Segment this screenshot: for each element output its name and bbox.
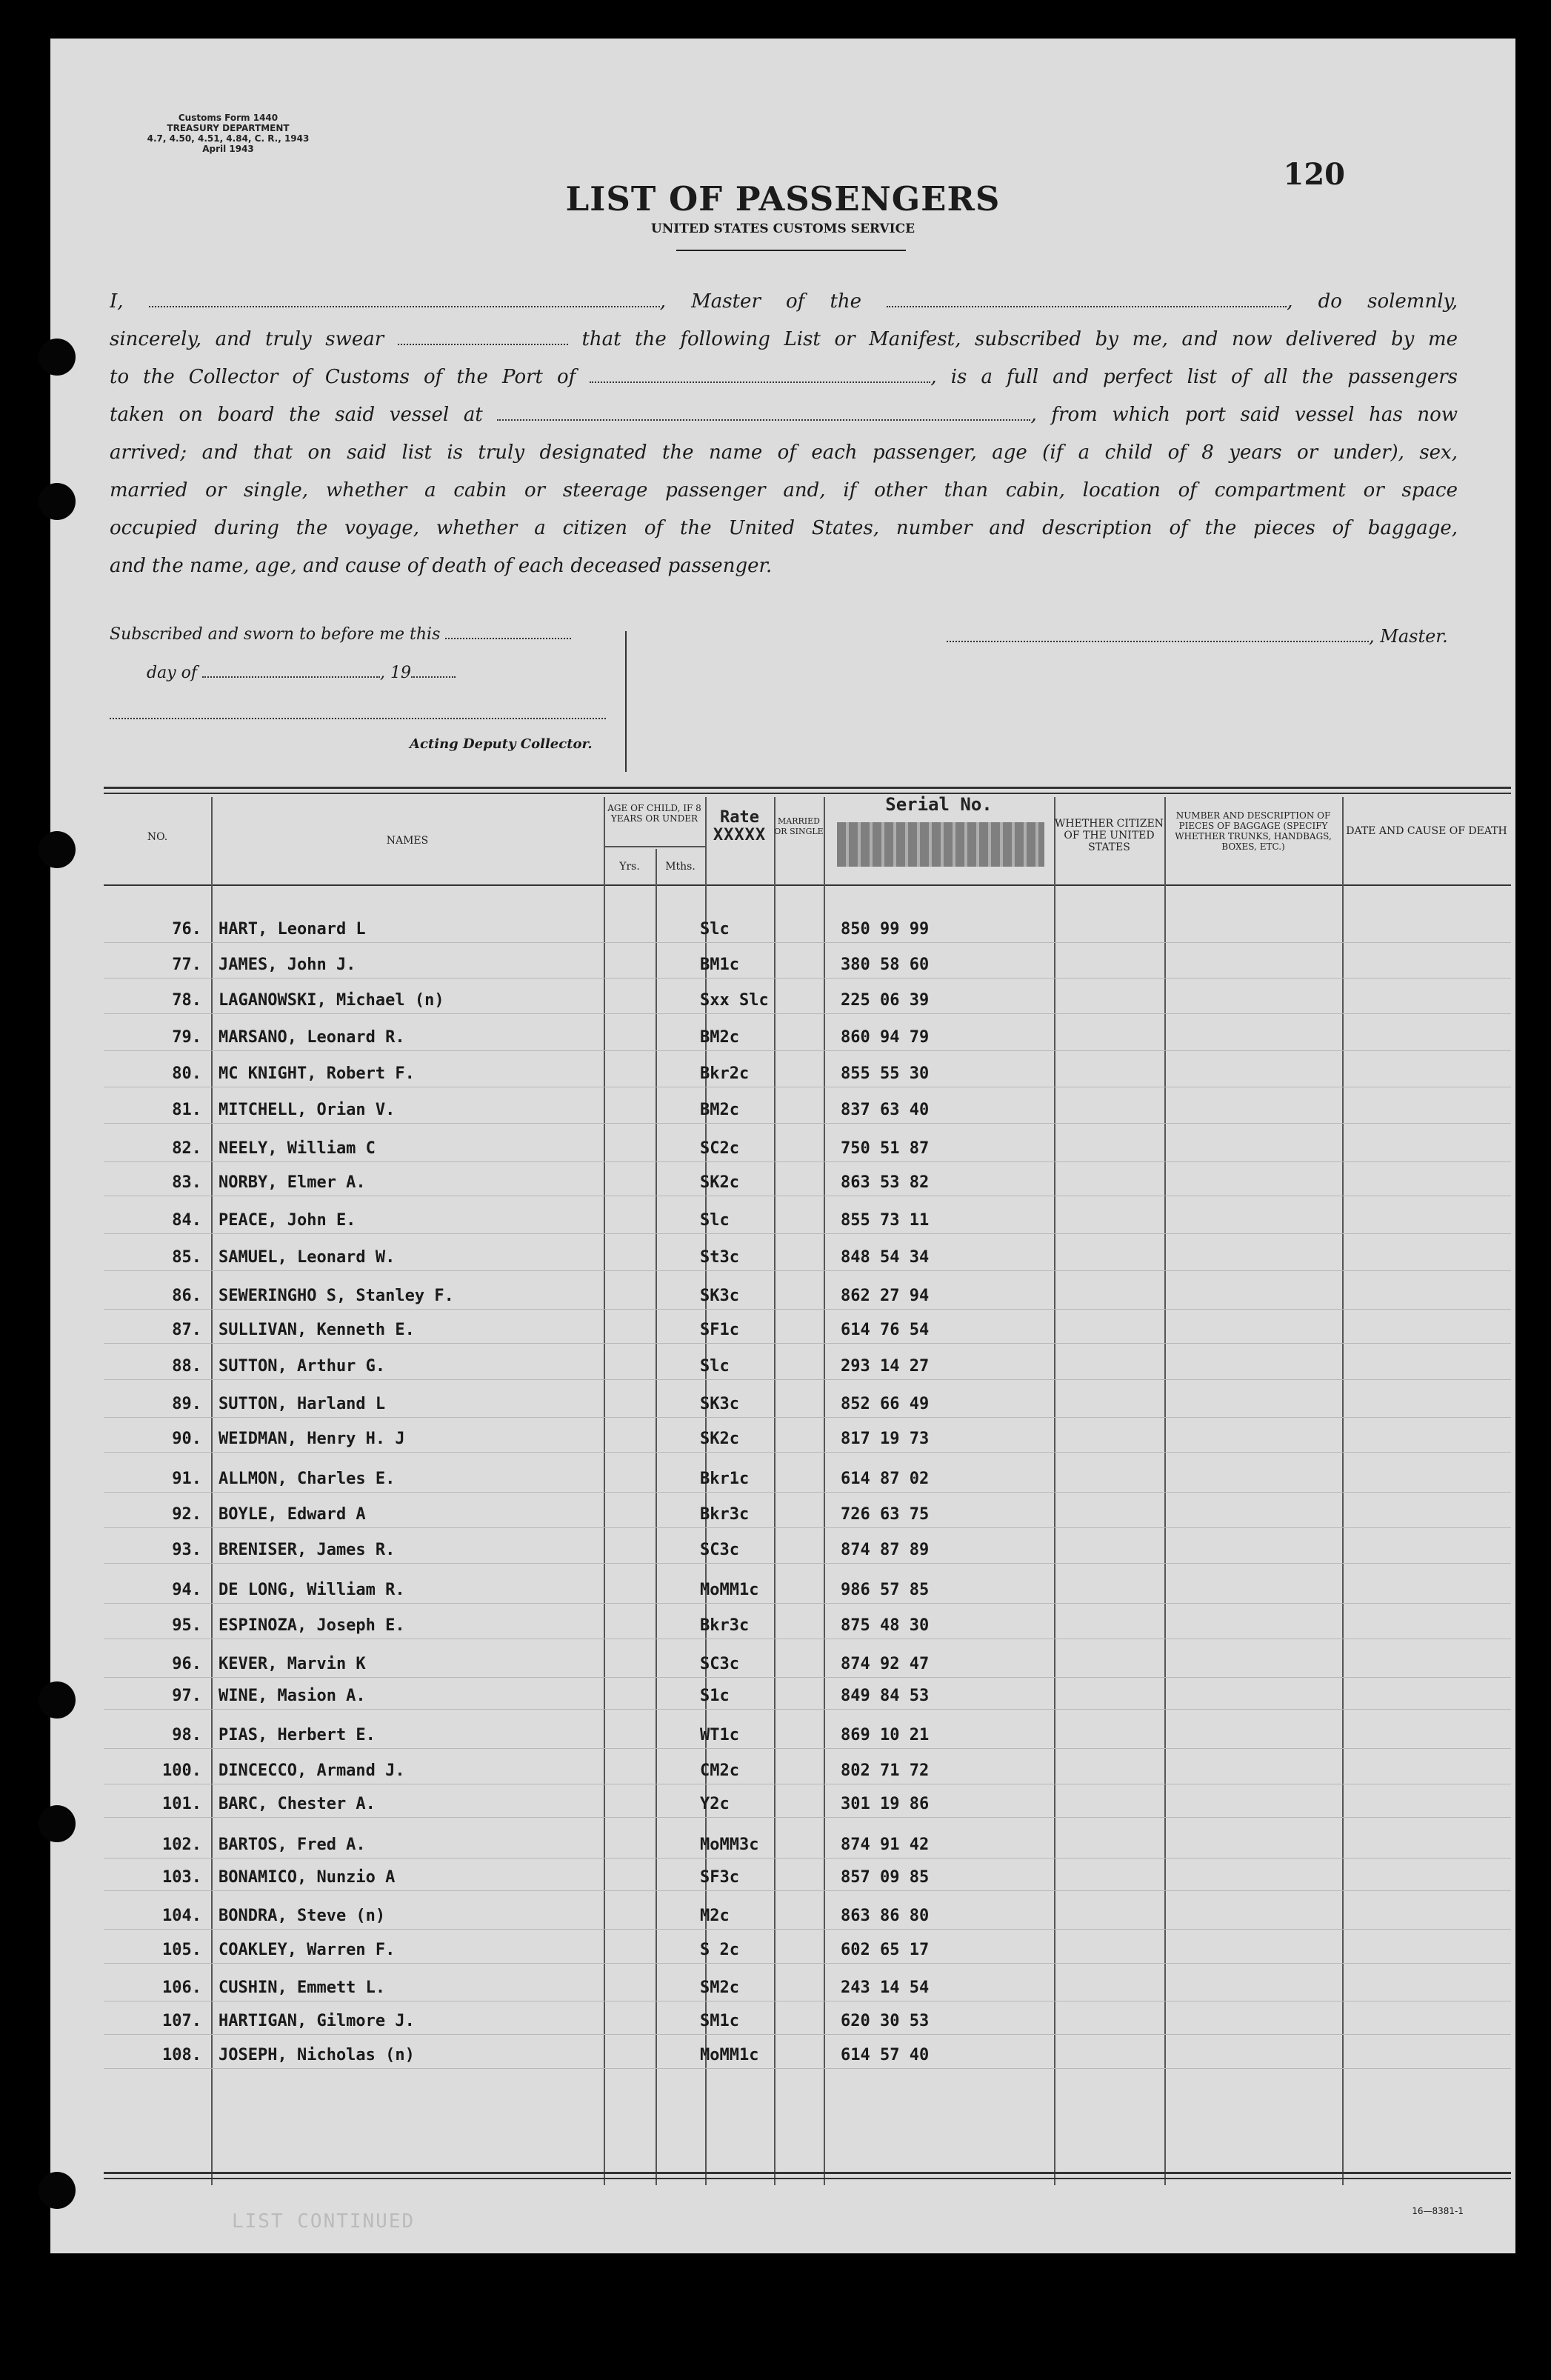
age-subrule <box>604 846 705 847</box>
serial-number: 850 99 99 <box>841 920 930 939</box>
passenger-rate: SF1c <box>700 1321 739 1339</box>
row-number: 87. <box>172 1321 201 1339</box>
table-row <box>104 1061 1511 1087</box>
table-row <box>104 1502 1511 1528</box>
passenger-name: KEVER, Marvin K <box>219 1655 366 1673</box>
passenger-rate: SK2c <box>700 1430 739 1448</box>
header-bottom-rule <box>104 884 1511 886</box>
form-print-code: 16—8381-1 <box>1412 2206 1464 2216</box>
header-rate: Rate XXXXX <box>713 808 767 844</box>
passenger-name: PIAS, Herbert E. <box>219 1726 376 1744</box>
serial-number: 225 06 39 <box>841 991 930 1010</box>
passenger-table <box>104 787 1511 2185</box>
table-row <box>104 1976 1511 2001</box>
table-row <box>104 1792 1511 1818</box>
passenger-rate: Bkr1c <box>700 1470 750 1488</box>
table-row <box>104 1684 1511 1710</box>
oath-line: and the name, age, and cause of death of each deceased passenger. <box>110 555 773 577</box>
table-row <box>104 1833 1511 1859</box>
header-yrs: Yrs. <box>619 861 640 873</box>
oath-paragraph <box>110 283 1458 585</box>
table-row <box>104 1025 1511 1051</box>
year-label: , 19 <box>380 664 411 682</box>
row-number: 84. <box>172 1211 201 1230</box>
serial-number: 837 63 40 <box>841 1101 930 1119</box>
table-row <box>104 2009 1511 2035</box>
row-number: 108. <box>162 2046 201 2064</box>
passenger-rate: S 2c <box>700 1941 739 1959</box>
passenger-name: MARSANO, Leonard R. <box>219 1028 405 1047</box>
header-no: NO. <box>147 831 168 843</box>
row-number: 95. <box>172 1616 201 1635</box>
passenger-rate: MoMM1c <box>700 1581 759 1599</box>
sworn-statement <box>110 624 606 726</box>
oath-line: I, , Master of the , do solemnly, <box>110 290 1458 313</box>
document-subtitle: UNITED STATES CUSTOMS SERVICE <box>650 221 915 236</box>
table-row <box>104 1427 1511 1453</box>
table-row <box>104 1136 1511 1162</box>
passenger-rate: BM1c <box>700 956 739 974</box>
passenger-name: HART, Leonard L <box>219 920 366 939</box>
header-death: DATE AND CAUSE OF DEATH <box>1346 825 1507 837</box>
passenger-name: ALLMON, Charles E. <box>219 1470 396 1488</box>
table-row <box>104 1284 1511 1310</box>
serial-number: 869 10 21 <box>841 1726 930 1744</box>
passenger-name: WINE, Masion A. <box>219 1687 366 1705</box>
passenger-name: SULLIVAN, Kenneth E. <box>219 1321 415 1339</box>
row-number: 107. <box>162 2012 201 2030</box>
passenger-rate: Slc <box>700 1211 730 1230</box>
list-continued-stamp: LIST CONTINUED <box>232 2210 416 2233</box>
passenger-rate: Sxx Slc <box>700 991 769 1010</box>
serial-number: 874 92 47 <box>841 1655 930 1673</box>
passenger-rate: SC3c <box>700 1541 739 1559</box>
row-number: 76. <box>172 920 201 939</box>
row-number: 86. <box>172 1287 201 1305</box>
passenger-rate: S1c <box>700 1687 730 1705</box>
table-row <box>104 1098 1511 1124</box>
row-number: 101. <box>162 1795 201 1813</box>
table-row <box>104 1354 1511 1380</box>
passenger-rate: Bkr3c <box>700 1616 750 1635</box>
serial-number: 863 53 82 <box>841 1173 930 1192</box>
passenger-rate: Bkr2c <box>700 1064 750 1083</box>
serial-number: 852 66 49 <box>841 1395 930 1413</box>
passenger-name: HARTIGAN, Gilmore J. <box>219 2012 415 2030</box>
serial-number: 293 14 27 <box>841 1357 930 1376</box>
row-number: 85. <box>172 1248 201 1267</box>
passenger-rate: SM2c <box>700 1979 739 1997</box>
table-row <box>104 988 1511 1014</box>
row-number: 104. <box>162 1907 201 1925</box>
signature-bracket <box>615 631 627 772</box>
serial-number: 602 65 17 <box>841 1941 930 1959</box>
passenger-rate: SK3c <box>700 1287 739 1305</box>
table-row <box>104 1467 1511 1493</box>
passenger-name: BARC, Chester A. <box>219 1795 376 1813</box>
passenger-rate: MoMM3c <box>700 1836 759 1854</box>
sworn-label: Subscribed and sworn to before me this <box>110 625 441 644</box>
table-row <box>104 1938 1511 1964</box>
passenger-rate: MoMM1c <box>700 2046 759 2064</box>
table-row <box>104 917 1511 943</box>
passenger-name: CUSHIN, Emmett L. <box>219 1979 386 1997</box>
serial-number: 986 57 85 <box>841 1581 930 1599</box>
passenger-rate: WT1c <box>700 1726 739 1744</box>
document-title: LIST OF PASSENGERS <box>565 179 1001 219</box>
punch-hole <box>39 831 76 868</box>
row-number: 92. <box>172 1505 201 1524</box>
serial-number: 614 87 02 <box>841 1470 930 1488</box>
passenger-rate: M2c <box>700 1907 730 1925</box>
table-row <box>104 1723 1511 1749</box>
title-rule <box>676 250 906 251</box>
row-number: 78. <box>172 991 201 1010</box>
row-number: 96. <box>172 1655 201 1673</box>
passenger-rate: SF3c <box>700 1868 739 1887</box>
table-row <box>104 1578 1511 1604</box>
row-number: 80. <box>172 1064 201 1083</box>
serial-number: 855 55 30 <box>841 1064 930 1083</box>
passenger-name: BONDRA, Steve (n) <box>219 1907 386 1925</box>
serial-number: 862 27 94 <box>841 1287 930 1305</box>
table-row <box>104 2043 1511 2069</box>
punch-hole <box>39 1805 76 1842</box>
serial-number: 874 91 42 <box>841 1836 930 1854</box>
oath-line: occupied during the voyage, whether a citizen of the United States, number and description of the pieces of baggage, <box>110 517 1458 539</box>
row-number: 100. <box>162 1761 201 1780</box>
punch-hole <box>39 483 76 520</box>
header-names: NAMES <box>386 835 429 847</box>
serial-number: 857 09 85 <box>841 1868 930 1887</box>
passenger-name: DE LONG, William R. <box>219 1581 405 1599</box>
passenger-name: SAMUEL, Leonard W. <box>219 1248 396 1267</box>
table-top-rule <box>104 787 1511 789</box>
row-number: 89. <box>172 1395 201 1413</box>
row-number: 82. <box>172 1139 201 1158</box>
master-signature-line: , Master. <box>947 626 1448 647</box>
row-number: 83. <box>172 1173 201 1192</box>
serial-number: 380 58 60 <box>841 956 930 974</box>
table-bottom-rule <box>104 2178 1511 2179</box>
table-row <box>104 1759 1511 1784</box>
serial-number: 802 71 72 <box>841 1761 930 1780</box>
serial-number: 726 63 75 <box>841 1505 930 1524</box>
table-row <box>104 1392 1511 1418</box>
passenger-name: SUTTON, Harland L <box>219 1395 386 1413</box>
table-row <box>104 1865 1511 1891</box>
passenger-name: WEIDMAN, Henry H. J <box>219 1430 405 1448</box>
serial-number: 875 48 30 <box>841 1616 930 1635</box>
passenger-name: BARTOS, Fred A. <box>219 1836 366 1854</box>
serial-number: 243 14 54 <box>841 1979 930 1997</box>
header-mths: Mths. <box>665 861 696 873</box>
passenger-rate: Slc <box>700 920 730 939</box>
oath-line: taken on board the said vessel at , from which port said vessel has now <box>110 404 1458 426</box>
passenger-rate: SC2c <box>700 1139 739 1158</box>
row-number: 94. <box>172 1581 201 1599</box>
passenger-name: PEACE, John E. <box>219 1211 356 1230</box>
oath-line: to the Collector of Customs of the Port of , is a full and perfect list of all the passengers <box>110 366 1458 388</box>
oath-line: sincerely, and truly swear that the following List or Manifest, subscribed by me, and now delivered by me <box>110 328 1458 350</box>
row-number: 102. <box>162 1836 201 1854</box>
table-bottom-rule <box>104 2172 1511 2174</box>
table-row <box>104 1208 1511 1234</box>
punch-hole <box>39 1681 76 1719</box>
row-number: 79. <box>172 1028 201 1047</box>
punch-hole <box>39 2172 76 2209</box>
header-serial: Serial No. <box>885 794 993 815</box>
serial-number: 614 57 40 <box>841 2046 930 2064</box>
header-age: AGE OF CHILD, IF 8 YEARS OR UNDER <box>607 803 701 824</box>
table-row <box>104 1538 1511 1564</box>
table-row <box>104 1318 1511 1344</box>
passenger-name: MC KNIGHT, Robert F. <box>219 1064 415 1083</box>
row-number: 90. <box>172 1430 201 1448</box>
table-row <box>104 1613 1511 1639</box>
passenger-rate: SK3c <box>700 1395 739 1413</box>
table-row <box>104 1170 1511 1196</box>
passenger-name: NEELY, William C <box>219 1139 376 1158</box>
passenger-rate: SK2c <box>700 1173 739 1192</box>
passenger-rate: Y2c <box>700 1795 730 1813</box>
passenger-rate: BM2c <box>700 1028 739 1047</box>
row-number: 98. <box>172 1726 201 1744</box>
passenger-name: BOYLE, Edward A <box>219 1505 366 1524</box>
serial-number: 863 86 80 <box>841 1907 930 1925</box>
table-top-rule <box>104 793 1511 794</box>
passenger-name: MITCHELL, Orian V. <box>219 1101 396 1119</box>
deputy-collector-label: Acting Deputy Collector. <box>410 736 593 752</box>
form-id-line: 4.7, 4.50, 4.51, 4.84, C. R., 1943 <box>147 133 310 144</box>
table-row <box>104 1904 1511 1930</box>
oath-line: arrived; and that on said list is truly designated the name of each passenger, age (if a child of 8 years or under), sex, <box>110 441 1458 464</box>
header-baggage: NUMBER AND DESCRIPTION OF PIECES OF BAGGAGE (SPECIFY WHETHER TRUNKS, HANDBAGS, BOXES, ETC.) <box>1175 810 1332 852</box>
serial-number: 874 87 89 <box>841 1541 930 1559</box>
passenger-rate: Bkr3c <box>700 1505 750 1524</box>
serial-number: 817 19 73 <box>841 1430 930 1448</box>
passenger-name: NORBY, Elmer A. <box>219 1173 366 1192</box>
struck-header-text <box>837 822 1044 867</box>
row-number: 103. <box>162 1868 201 1887</box>
passenger-rate: BM2c <box>700 1101 739 1119</box>
row-number: 106. <box>162 1979 201 1997</box>
serial-number: 860 94 79 <box>841 1028 930 1047</box>
form-id-line: Customs Form 1440 <box>178 113 278 123</box>
form-id-line: April 1943 <box>202 144 254 154</box>
passenger-name: BRENISER, James R. <box>219 1541 396 1559</box>
day-label: day of <box>147 664 198 682</box>
serial-number: 848 54 34 <box>841 1248 930 1267</box>
header-citizen: WHETHER CITIZEN OF THE UNITED STATES <box>1055 818 1164 853</box>
serial-number: 750 51 87 <box>841 1139 930 1158</box>
row-number: 97. <box>172 1687 201 1705</box>
passenger-rate: St3c <box>700 1248 739 1267</box>
passenger-rate: CM2c <box>700 1761 739 1780</box>
passenger-rate: SM1c <box>700 2012 739 2030</box>
table-row <box>104 1652 1511 1678</box>
passenger-name: SEWERINGHO S, Stanley F. <box>219 1287 454 1305</box>
punch-hole <box>39 339 76 376</box>
passenger-name: ESPINOZA, Joseph E. <box>219 1616 405 1635</box>
row-number: 88. <box>172 1357 201 1376</box>
form-identifier <box>124 113 332 154</box>
passenger-name: LAGANOWSKI, Michael (n) <box>219 991 444 1010</box>
serial-number: 620 30 53 <box>841 2012 930 2030</box>
row-number: 81. <box>172 1101 201 1119</box>
passenger-name: DINCECCO, Armand J. <box>219 1761 405 1780</box>
table-row <box>104 1245 1511 1271</box>
passenger-name: COAKLEY, Warren F. <box>219 1941 396 1959</box>
document-page <box>50 39 1515 2253</box>
serial-number: 614 76 54 <box>841 1321 930 1339</box>
row-number: 91. <box>172 1470 201 1488</box>
row-number: 77. <box>172 956 201 974</box>
row-number: 93. <box>172 1541 201 1559</box>
passenger-name: JAMES, John J. <box>219 956 356 974</box>
serial-number: 849 84 53 <box>841 1687 930 1705</box>
serial-number: 301 19 86 <box>841 1795 930 1813</box>
passenger-rate: Slc <box>700 1357 730 1376</box>
row-number: 105. <box>162 1941 201 1959</box>
passenger-rate: SC3c <box>700 1655 739 1673</box>
passenger-name: SUTTON, Arthur G. <box>219 1357 386 1376</box>
form-id-line: TREASURY DEPARTMENT <box>167 123 290 133</box>
page-number: 120 <box>1283 157 1345 192</box>
serial-number: 855 73 11 <box>841 1211 930 1230</box>
header-married: MARRIED OR SINGLE <box>774 816 824 836</box>
passenger-name: JOSEPH, Nicholas (n) <box>219 2046 415 2064</box>
passenger-name: BONAMICO, Nunzio A <box>219 1868 396 1887</box>
table-row <box>104 953 1511 979</box>
oath-line: married or single, whether a cabin or steerage passenger and, if other than cabin, location of compartment or space <box>110 479 1458 501</box>
